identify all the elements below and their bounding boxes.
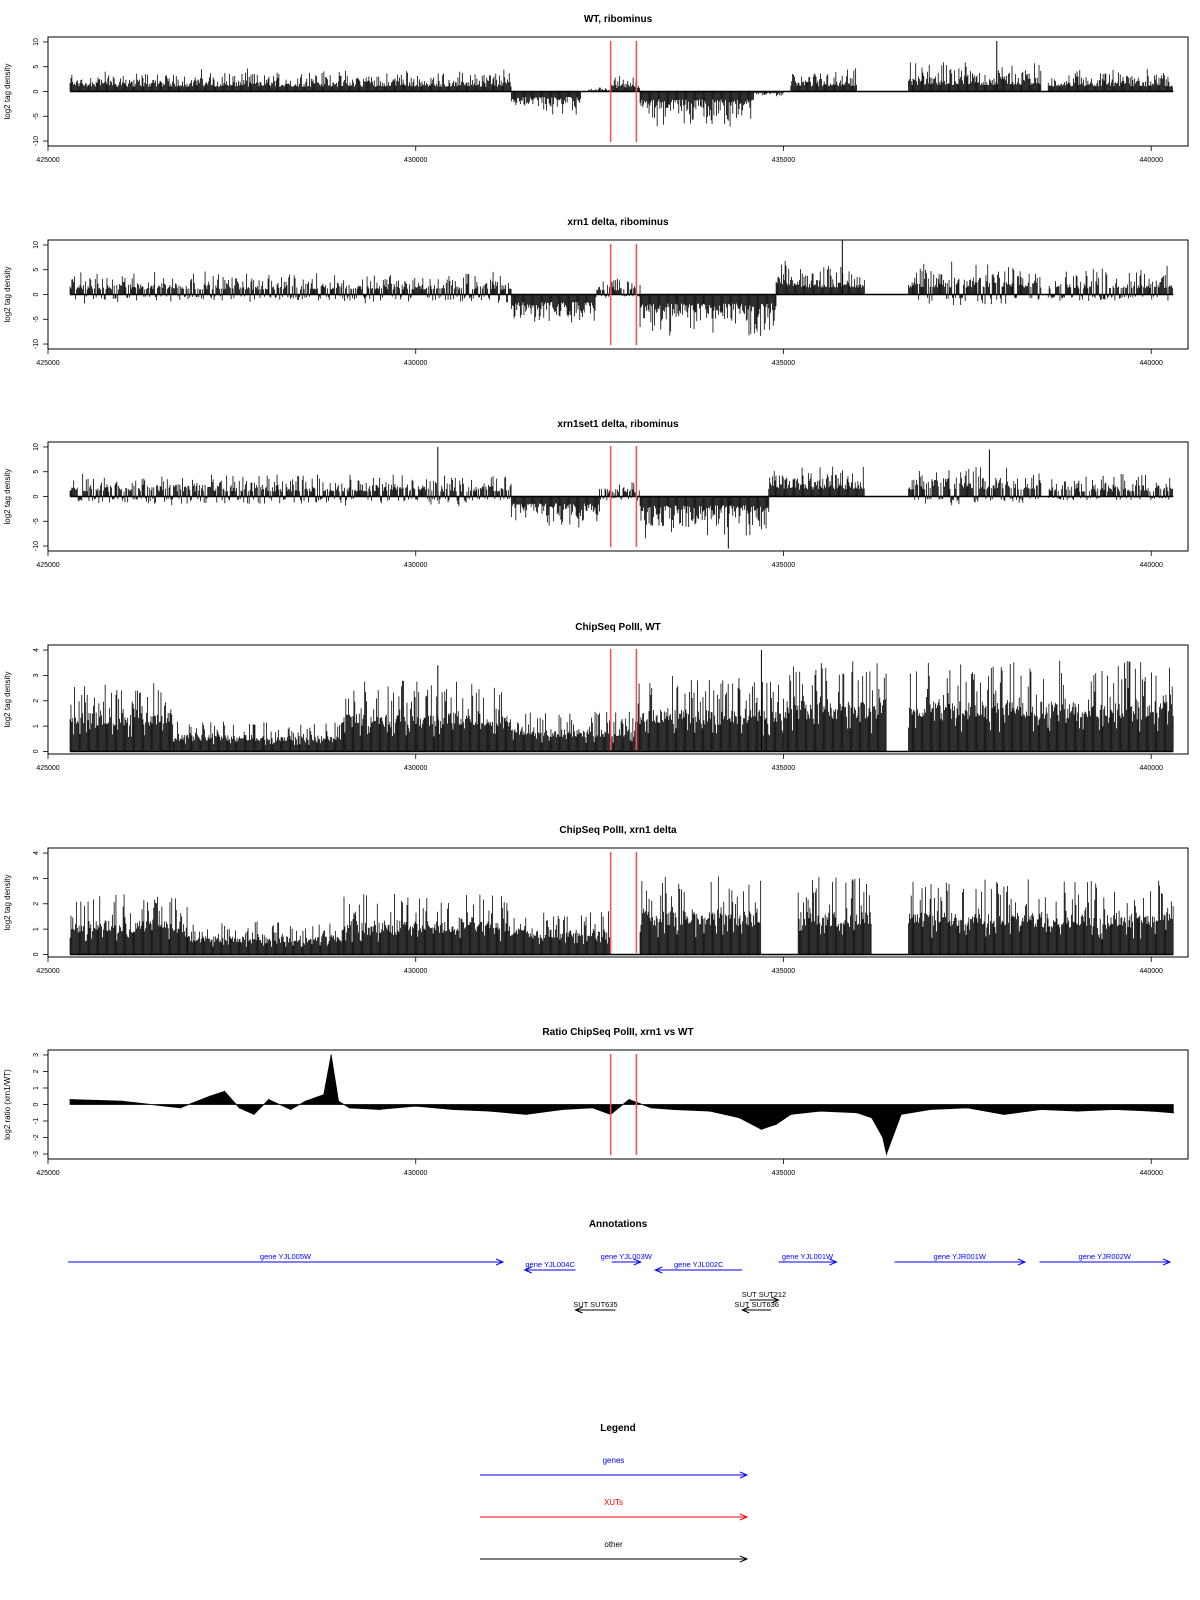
- data-marks: [70, 240, 1173, 336]
- data-marks: [70, 876, 1173, 954]
- y-tick-label: 0: [33, 89, 40, 94]
- x-tick-label: 425000: [36, 765, 60, 772]
- x-tick-label: 425000: [36, 562, 60, 569]
- x-tick-label: 435000: [771, 765, 796, 772]
- data-marks: [70, 447, 1173, 549]
- y-tick-label: 2: [33, 698, 40, 703]
- y-tick-label: -5: [33, 518, 40, 525]
- y-axis-label: log2 tag density: [3, 63, 12, 120]
- x-tick-label: 425000: [36, 360, 60, 367]
- x-tick-label: 430000: [404, 765, 428, 772]
- x-tick-label: 440000: [1139, 562, 1163, 569]
- y-tick-label: 0: [33, 749, 40, 754]
- x-tick-label: 435000: [771, 360, 796, 367]
- y-tick-label: 4: [33, 648, 40, 653]
- chart-panel-4: [3, 622, 1188, 772]
- panel-title: ChipSeq PolII, xrn1 delta: [559, 825, 677, 836]
- y-axis-label: log2 tag density: [3, 266, 12, 323]
- y-tick-label: 3: [33, 673, 40, 678]
- x-tick-label: 440000: [1139, 157, 1163, 164]
- y-tick-label: 10: [33, 241, 40, 249]
- y-tick-label: -5: [33, 316, 40, 323]
- x-tick-label: 425000: [36, 157, 60, 164]
- x-tick-label: 440000: [1139, 360, 1163, 367]
- x-tick-label: 440000: [1139, 765, 1163, 772]
- y-tick-label: 10: [33, 443, 40, 451]
- y-tick-label: -5: [33, 113, 40, 120]
- y-tick-label: -10: [33, 338, 40, 350]
- y-tick-label: 0: [33, 292, 40, 297]
- chart-panel-2: [3, 217, 1188, 367]
- y-tick-label: 0: [33, 494, 40, 499]
- chart-panel-5: [3, 825, 1188, 975]
- y-axis-label: log2 tag density: [3, 671, 12, 728]
- x-tick-label: 435000: [771, 157, 796, 164]
- panel-title: ChipSeq PolII, WT: [575, 622, 661, 633]
- chart-panel-1: [3, 14, 1188, 164]
- y-axis-label: log2 tag density: [3, 874, 12, 931]
- y-tick-label: -10: [33, 135, 40, 147]
- panel-title: WT, ribominus: [583, 14, 653, 25]
- x-tick-label: 430000: [404, 157, 428, 164]
- panel-title: xrn1set1 delta, ribominus: [557, 419, 679, 430]
- data-marks: [70, 650, 1173, 751]
- y-tick-label: 5: [33, 64, 40, 69]
- y-axis-label: log2 tag density: [3, 468, 12, 525]
- x-tick-label: 435000: [771, 562, 796, 569]
- y-tick-label: 5: [33, 469, 40, 474]
- chart-panel-3: [3, 419, 1188, 569]
- y-tick-label: 5: [33, 267, 40, 272]
- y-tick-label: 10: [33, 38, 40, 46]
- data-marks: [70, 41, 1173, 126]
- y-tick-label: 1: [33, 724, 40, 729]
- x-tick-label: 430000: [404, 562, 428, 569]
- x-tick-label: 430000: [404, 360, 428, 367]
- y-tick-label: -10: [33, 540, 40, 552]
- panel-title: xrn1 delta, ribominus: [567, 217, 669, 228]
